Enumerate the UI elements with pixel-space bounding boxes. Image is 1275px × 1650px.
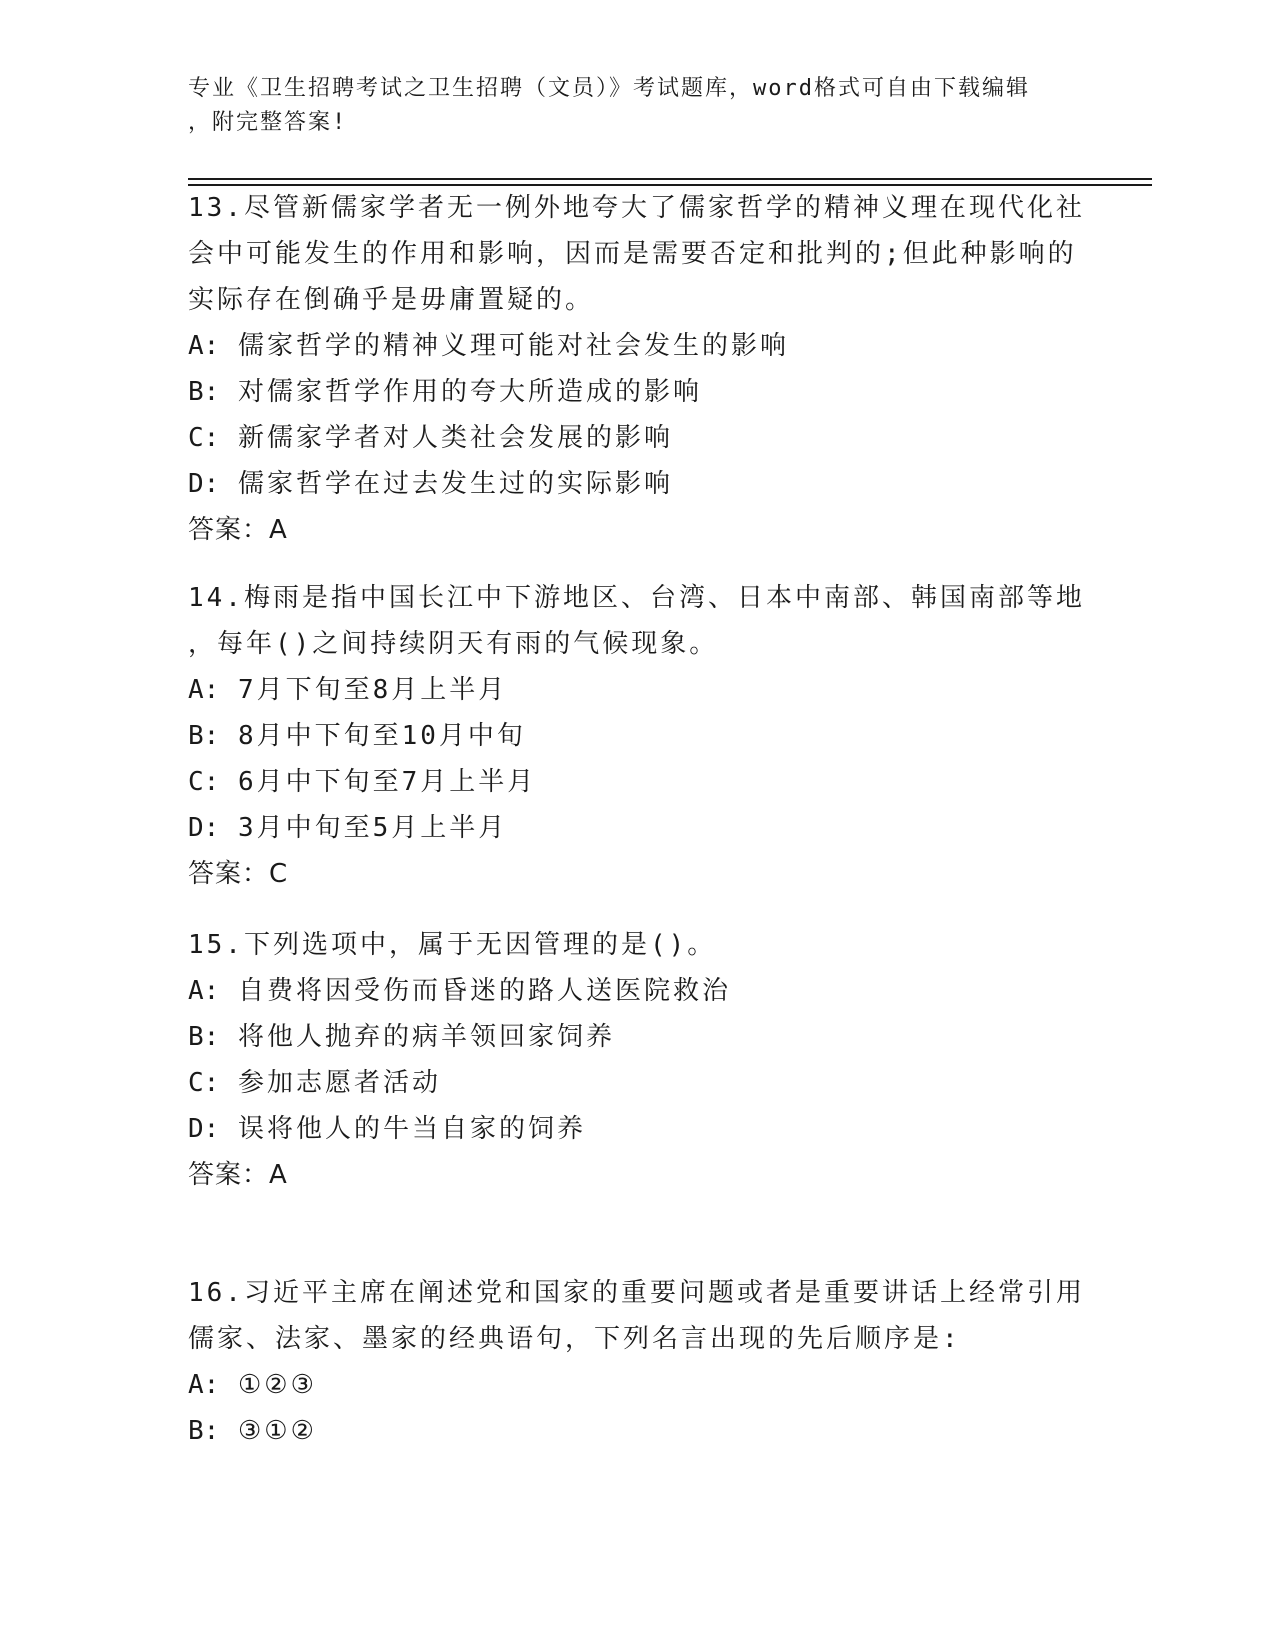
option-c xyxy=(188,759,1088,805)
option-letter: A: xyxy=(188,976,220,1006)
option-letter: C: xyxy=(188,1068,220,1098)
option-letter: A: xyxy=(188,331,220,361)
question-stem-line: 14.梅雨是指中国长江中下游地区、台湾、日本中南部、韩国南部等地 xyxy=(188,583,1085,613)
answer-line: 答案：C xyxy=(188,859,289,889)
option-d xyxy=(188,1106,1088,1152)
question-14 xyxy=(188,575,1088,897)
option-text: 儒家哲学的精神义理可能对社会发生的影响 xyxy=(237,331,789,361)
option-text: 新儒家学者对人类社会发展的影响 xyxy=(237,423,673,453)
option-a xyxy=(188,968,1088,1014)
option-a xyxy=(188,667,1088,713)
option-letter: D: xyxy=(188,1114,220,1144)
question-stem-line: 15.下列选项中，属于无因管理的是()。 xyxy=(188,930,717,960)
option-text: 7月下旬至8月上半月 xyxy=(237,675,508,705)
header-rule-top xyxy=(188,178,1152,180)
option-letter: A: xyxy=(188,675,220,705)
answer-line: 答案：A xyxy=(188,1160,288,1190)
option-b xyxy=(188,1014,1088,1060)
option-text: 8月中下旬至10月中旬 xyxy=(237,721,526,751)
option-letter: B: xyxy=(188,377,220,407)
question-stem-line: ，每年()之间持续阴天有雨的气候现象。 xyxy=(188,629,719,659)
option-text: 自费将因受伤而昏迷的路人送医院救治 xyxy=(237,976,731,1006)
option-c xyxy=(188,1060,1088,1106)
header-line-1: 专业《卫生招聘考试之卫生招聘（文员）》考试题库，word格式可自由下载编辑 xyxy=(188,76,1030,101)
question-stem-line: 13.尽管新儒家学者无一例外地夸大了儒家哲学的精神义理在现代化社 xyxy=(188,193,1085,223)
question-16 xyxy=(188,1270,1088,1454)
option-text: 儒家哲学在过去发生过的实际影响 xyxy=(237,469,673,499)
option-b xyxy=(188,369,1088,415)
question-stem-line: 会中可能发生的作用和影响，因而是需要否定和批判的;但此种影响的 xyxy=(188,239,1077,269)
option-text: ①②③ xyxy=(237,1370,317,1400)
option-letter: B: xyxy=(188,721,220,751)
option-text: 将他人抛弃的病羊领回家饲养 xyxy=(237,1022,615,1052)
option-text: 6月中下旬至7月上半月 xyxy=(237,767,537,797)
question-13 xyxy=(188,185,1088,553)
question-stem-line: 实际存在倒确乎是毋庸置疑的。 xyxy=(188,285,595,315)
document-header xyxy=(188,72,1068,140)
question-stem-line: 16.习近平主席在阐述党和国家的重要问题或者是重要讲话上经常引用 xyxy=(188,1278,1085,1308)
header-line-2: ，附完整答案! xyxy=(188,110,348,135)
option-text: 误将他人的牛当自家的饲养 xyxy=(237,1114,586,1144)
option-text: 3月中旬至5月上半月 xyxy=(237,813,508,843)
option-b xyxy=(188,713,1088,759)
option-letter: C: xyxy=(188,423,220,453)
question-15 xyxy=(188,922,1088,1198)
option-text: 参加志愿者活动 xyxy=(237,1068,441,1098)
option-a xyxy=(188,1362,1088,1408)
question-stem-line: 儒家、法家、墨家的经典语句，下列名言出现的先后顺序是: xyxy=(188,1324,961,1354)
option-letter: B: xyxy=(188,1416,220,1446)
option-letter: C: xyxy=(188,767,220,797)
answer-line: 答案：A xyxy=(188,515,288,545)
option-letter: D: xyxy=(188,469,220,499)
option-letter: A: xyxy=(188,1370,220,1400)
option-d xyxy=(188,461,1088,507)
option-letter: B: xyxy=(188,1022,220,1052)
option-text: 对儒家哲学作用的夸大所造成的影响 xyxy=(237,377,702,407)
option-a xyxy=(188,323,1088,369)
option-letter: D: xyxy=(188,813,220,843)
option-d xyxy=(188,805,1088,851)
option-c xyxy=(188,415,1088,461)
option-text: ③①② xyxy=(237,1416,317,1446)
option-b xyxy=(188,1408,1088,1454)
